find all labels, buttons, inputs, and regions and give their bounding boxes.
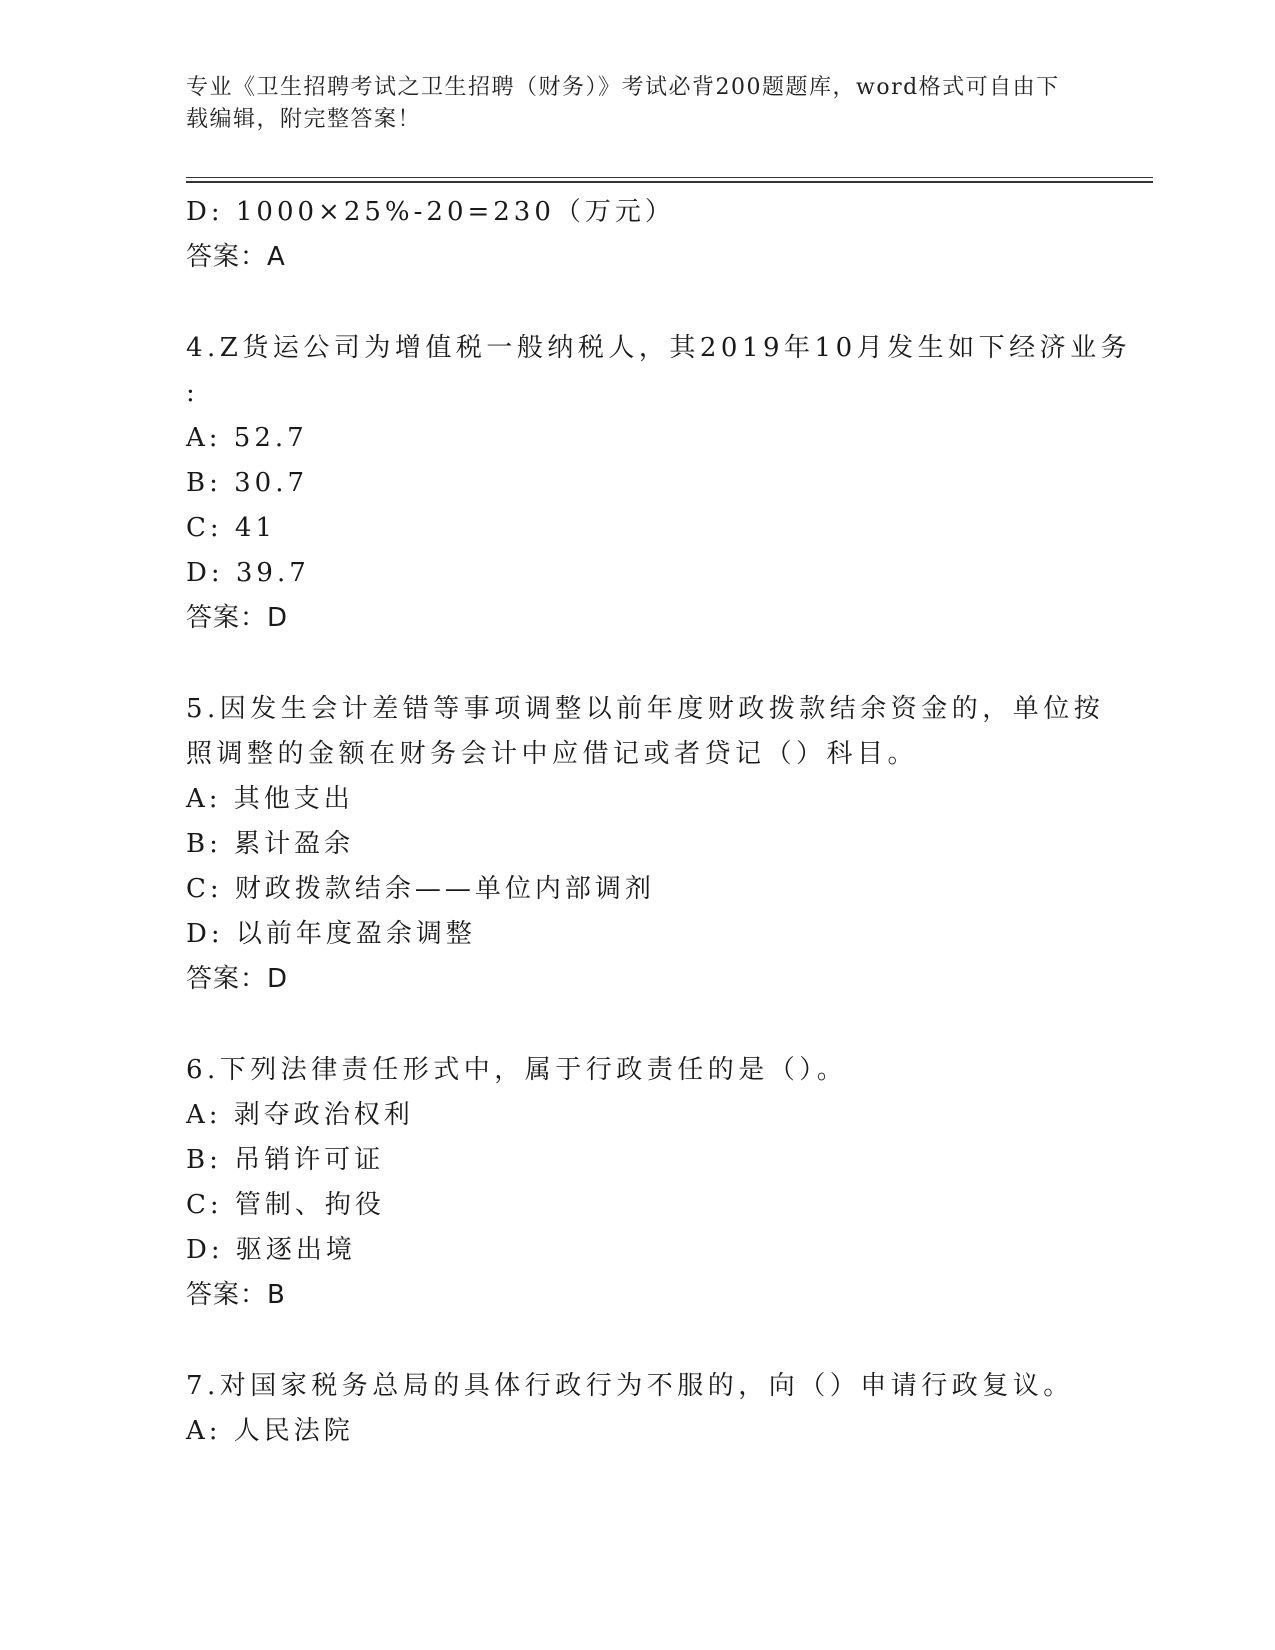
question-content [186, 190, 1132, 1454]
q4-stem-line-1: 4.Z货运公司为增值税一般纳税人，其2019年10月发生如下经济业务 [186, 333, 1132, 363]
q4-option-a: A: 52.7 [186, 423, 308, 453]
q7-option-a: A: 人民法院 [186, 1416, 354, 1446]
q4-option-c: C: 41 [186, 513, 277, 543]
q5-option-a: A: 其他支出 [186, 784, 354, 814]
q5-option-b: B: 累计盈余 [186, 829, 355, 859]
q5-stem-line-1: 5.因发生会计差错等事项调整以前年度财政拨款结余资金的，单位按 [186, 694, 1105, 724]
q5-stem-line-2: 照调整的金额在财务会计中应借记或者贷记（）科目。 [186, 739, 919, 769]
document-header: 专业《卫生招聘考试之卫生招聘（财务）》考试必背200题题库，word格式可自由下载编辑，附完整答案！ [186, 75, 1060, 132]
q6-option-c: C: 管制、拘役 [186, 1190, 385, 1220]
prev-answer: 答案：A [186, 242, 286, 272]
q6-answer: 答案：B [186, 1280, 286, 1310]
q4-answer: 答案：D [186, 603, 289, 633]
q4-option-d: D: 39.7 [186, 558, 310, 588]
header-divider-thick [186, 181, 1153, 183]
header-divider-thin [186, 177, 1153, 178]
prev-option-d: D: 1000×25%-20=230（万元） [186, 197, 675, 227]
q5-option-c: C: 财政拨款结余——单位内部调剂 [186, 874, 655, 904]
q6-option-b: B: 吊销许可证 [186, 1145, 385, 1175]
q6-option-a: A: 剥夺政治权利 [186, 1100, 414, 1130]
q6-stem-line-1: 6.下列法律责任形式中，属于行政责任的是（）。 [186, 1055, 848, 1085]
q5-option-d: D: 以前年度盈余调整 [186, 919, 476, 949]
q7-stem-line-1: 7.对国家税务总局的具体行政行为不服的，向（）申请行政复议。 [186, 1371, 1074, 1401]
q4-option-b: B: 30.7 [186, 468, 309, 498]
q6-option-d: D: 驱逐出境 [186, 1235, 356, 1265]
q5-answer: 答案：D [186, 964, 289, 994]
q4-stem-line-2: : [186, 378, 199, 408]
